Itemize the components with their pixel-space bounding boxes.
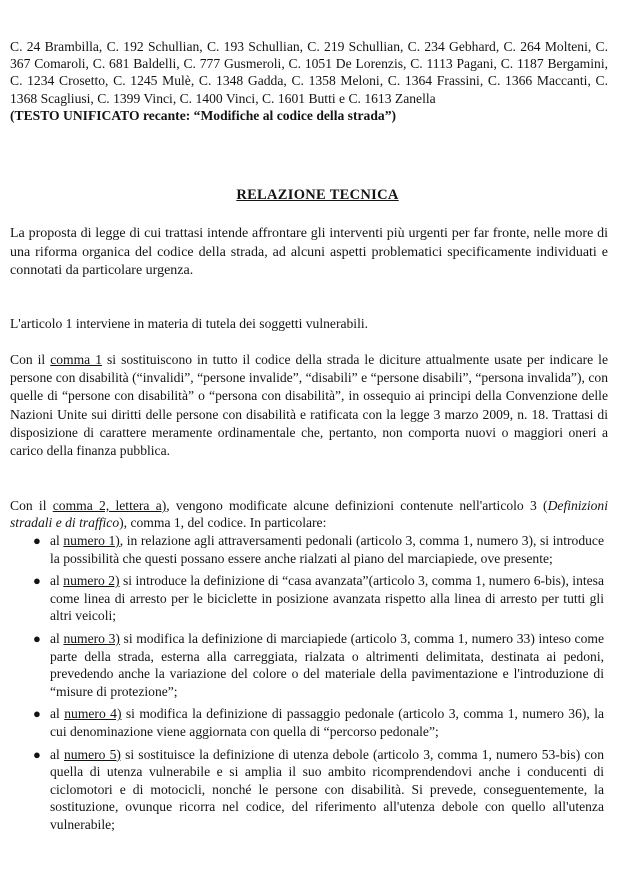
item-prefix: al: [50, 746, 64, 762]
definitions-list: [0, 532, 635, 839]
comma-2-mid: , vengono modificate alcune definizioni contenute nell'articolo 3 (: [166, 498, 548, 513]
item-ref: numero 5): [63, 746, 121, 762]
section-heading: RELAZIONE TECNICA: [236, 187, 399, 203]
item-text: si modifica la definizione di marciapiede (articolo 3, comma 1, numero 33) inteso come parte della strada, esterna alla carreggiata, rialzata o altrimenti delimitata, destinata ai pedoni, prevedendo anche la variazione del colore o del materiale della pavimentazione e l'introduzione di “misure di protezione”;: [50, 630, 604, 699]
item-text: si modifica la definizione di passaggio pedonale (articolo 3, comma 1, numero 36), la cui denominazione viene aggiornata con quella di “percorso pedonale”;: [50, 706, 605, 739]
item-ref: numero 1): [63, 533, 120, 548]
comma-1-prefix: Con il: [10, 352, 51, 367]
item-ref: numero 3): [63, 630, 120, 646]
item-prefix: al: [50, 630, 64, 646]
comma-2-paragraph: [10, 497, 608, 531]
item-text: si introduce la definizione di “casa avanzata”(articolo 3, comma 1, numero 6-bis), intesa come linea di arresto per le biciclette in posizione avanzata rispetto alla linea di arresto per tutti gli altri veicoli;: [50, 573, 605, 624]
comma-1-text: si sostituiscono in tutto il codice della strada le diciture attualmente usate per indicare le persone con disabilità (“invalidi”, “persone invalide”, “disabili” e “persone disabili”, “persona invalida”), con quelle di “persone con disabilità” o “persona con disabilità”, in ossequio ai principi della Convenzione delle Nazioni Unite sui diritti delle persone con disabilità e ratificata con la legge 3 marzo 2009, n. 18. Trattasi di disposizione di carattere meramente ordinamentale che, pertanto, non comporta nuovi o maggiori oneri a carico della finanza pubblica.: [10, 352, 608, 459]
unified-text-title: (TESTO UNIFICATO recante: “Modifiche al codice della strada”): [10, 107, 397, 123]
comma-2-prefix: Con il: [10, 498, 53, 513]
list-item: [0, 746, 604, 834]
comma-2-italic: Definizioni stradali e di traffico: [10, 498, 609, 531]
item-ref: numero 2): [63, 573, 120, 589]
comma-2-post: ), comma 1, del codice. In particolare:: [119, 515, 327, 531]
bill-list: C. 24 Brambilla, C. 192 Schullian, C. 193 Schullian, C. 219 Schullian, C. 234 Gebhard, C. 264 Molteni, C. 367 Comaroli, C. 681 Baldelli, C. 777 Gusmeroli, C. 1051 De Lorenzis, C. 1113 Pagani, C. 1187 Bergamini, C. 1234 Crosetto, C. 1245 Mulè, C. 1348 Gadda, C. 1358 Meloni, C. 1364 Frassini, C. 1366 Maccanti, C. 1368 Scagliusi, C. 1399 Vinci, C. 1400 Vinci, C. 1601 Butti e C. 1613 Zanella: [10, 39, 608, 106]
list-item: [0, 630, 604, 700]
comma-1-ref: comma 1: [50, 352, 103, 367]
bullet-icon: ●: [33, 706, 41, 722]
list-item: [0, 705, 604, 740]
item-prefix: al: [50, 573, 64, 589]
bullet-icon: ●: [33, 630, 41, 646]
item-text: , in relazione agli attraversamenti pedonali (articolo 3, comma 1, numero 3), si introduce la possibilità che questi possano essere anche rialzati al piano del marciapiede, ove presente;: [50, 533, 604, 566]
item-ref: numero 4): [64, 706, 122, 722]
article-1-paragraph: L'articolo 1 interviene in materia di tutela dei soggetti vulnerabili.: [10, 316, 369, 331]
list-item: [0, 572, 604, 625]
item-text: si sostituisce la definizione di utenza debole (articolo 3, comma 1, numero 53-bis) con quella di utenza vulnerabile e si amplia il suo ambito ricomprendendovi anche i conducenti di ciclomotori e di motocicli, nonché le persone con disabilità. Si prevede, conseguentemente, la sostituzione, ovunque ricorra nel codice, del riferimento all'utenza debole con quello all'utenza vulnerabile;: [50, 746, 604, 832]
intro-paragraph: La proposta di legge di cui trattasi intende affrontare gli interventi più urgenti per far fronte, nelle more di una riforma organica del codice della strada, ad alcuni aspetti problematici specificamente individuati e connotati da particolare urgenza.: [10, 226, 608, 278]
bullet-icon: ●: [33, 533, 41, 548]
bullet-icon: ●: [33, 573, 41, 589]
comma-2-ref: comma 2, lettera a): [52, 498, 167, 513]
item-prefix: al: [50, 533, 64, 548]
comma-1-paragraph: [10, 351, 608, 460]
item-prefix: al: [50, 706, 65, 722]
list-item: [0, 532, 604, 567]
bullet-icon: ●: [33, 746, 41, 762]
bill-references: [10, 38, 608, 124]
